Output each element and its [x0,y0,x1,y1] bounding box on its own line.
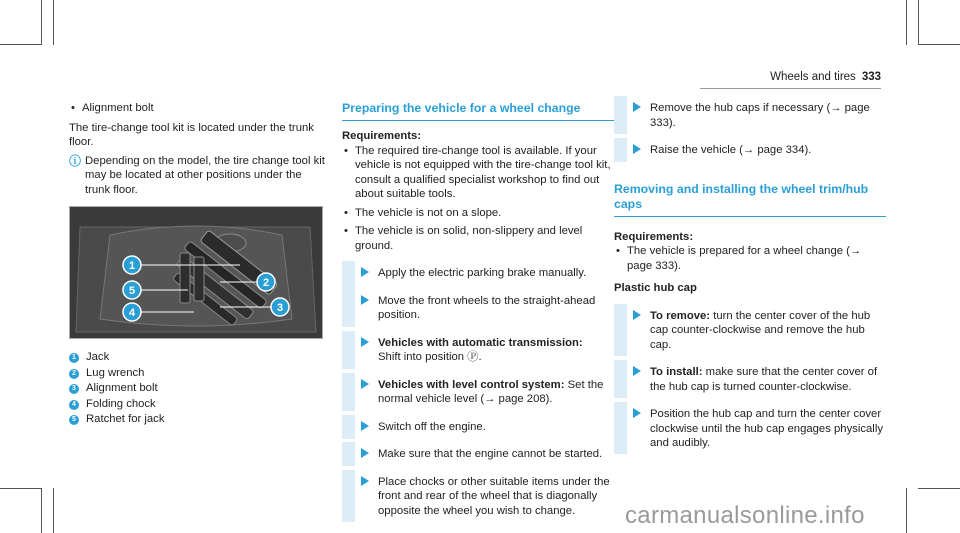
legend-label: Ratchet for jack [86,413,165,426]
svg-text:1: 1 [128,260,136,272]
requirement-item: • The required tire-change tool is available. If your vehicle is not equipped with the tire-change tool kit, consult a qualified specialist workshop to find out about suitable tools. [342,144,620,202]
step-text: Position the hub cap and turn the center cover clockwise until the hub cap engages physically and audibly. [650,408,883,449]
crop-mark [41,0,42,45]
step-arrow-icon [361,295,369,305]
svg-text:4: 4 [128,307,136,319]
step-item [614,407,886,451]
requirement-item: • The vehicle is on solid, non-slippery and level ground. [342,224,620,253]
requirements-label: Requirements: [614,230,694,243]
legend-number: 4 [69,400,79,410]
step-text: Raise the vehicle (→ page 334). [650,144,812,156]
info-icon: ⓘ [69,153,82,168]
step-arrow-icon [633,366,641,376]
step-bar [342,415,355,439]
left-column [69,101,329,197]
legend-list [69,350,164,428]
step-arrow-icon [361,476,369,486]
step-item [342,378,620,407]
crop-mark [41,488,42,533]
step-bar [614,360,627,398]
step-bar [614,304,627,356]
legend-label: Lug wrench [86,366,145,379]
heading-rule [614,216,886,217]
step-arrow-icon [633,408,641,418]
legend-item [69,350,164,366]
step-label: Vehicles with level control system: [378,378,565,391]
legend-item [69,366,164,382]
step-bar [342,470,355,522]
step-arrow-icon [361,448,369,458]
crop-mark [53,0,54,45]
step-label: Vehicles with automatic transmission: [378,336,583,349]
step-bar [342,289,355,327]
step-item [342,475,620,519]
crop-mark [918,0,919,45]
callout-4 [123,303,141,321]
crop-mark [906,488,907,533]
step-arrow-icon [633,102,641,112]
location-text: The tire-change tool kit is located under the trunk floor. [69,121,314,148]
step-text: Shift into position Ⓟ. [378,351,482,363]
step-text: Set the normal vehicle level (→ page 208). [378,378,604,405]
step-item [342,336,620,365]
note-text: Depending on the model, the tire change tool kit may be located at other positions under the trunk floor. [85,154,325,196]
step-label: To install: [650,366,703,378]
crop-mark [53,488,54,533]
step-text: Apply the electric parking brake manually. [378,267,587,279]
step-item [614,365,886,394]
legend-item [69,381,164,397]
requirement-item: • The vehicle is prepared for a wheel change (→ page 333). [614,244,886,273]
page-header [770,71,881,83]
crop-mark [906,0,907,45]
section-heading: Removing and installing the wheel trim/hub caps [614,181,869,211]
step-bar [342,331,355,369]
step-bar [342,442,355,466]
watermark: carmanualsonline.info [625,502,865,529]
legend-number: 2 [69,369,79,379]
step-bar [342,373,355,411]
callout-1 [123,256,141,274]
step-arrow-icon [361,267,369,277]
crop-mark [0,44,42,45]
step-text: make sure that the center cover of the hub cap is turned counter-clockwise. [650,366,878,393]
step-item [342,266,620,281]
svg-text:5: 5 [128,285,136,297]
right-column [614,101,886,451]
step-item [614,101,886,130]
step-text: Move the front wheels to the straight-ahead position. [378,294,596,321]
header-divider [700,88,881,89]
step-item [342,447,620,462]
step-text: Place chocks or other suitable items under the front and rear of the wheel that is diagonally opposite the wheel you wish to change. [378,475,610,517]
crop-mark [0,488,42,489]
middle-column [342,101,620,518]
heading-rule [342,120,620,121]
legend-item [69,397,164,413]
legend-label: Alignment bolt [86,382,158,395]
step-text: Remove the hub caps if necessary (→ page 333). [650,102,870,129]
step-item [614,143,886,158]
legend-number: 5 [69,415,79,425]
step-bar [614,402,627,454]
callout-5 [123,281,141,299]
bullet-item: • Alignment bolt [69,101,329,116]
step-item [342,294,620,323]
step-bar [614,96,627,134]
section-title: Wheels and tires [770,71,856,83]
legend-number: 1 [69,353,79,363]
requirement-item: • The vehicle is not on a slope. [342,206,620,221]
trunk-toolkit-illustration [69,206,323,339]
legend-label: Jack [86,351,110,363]
step-item [342,420,620,435]
step-item [614,309,886,353]
legend-item [69,412,164,428]
svg-text:3: 3 [276,302,284,314]
callout-2 [257,273,275,291]
step-text: Switch off the engine. [378,420,486,433]
callout-3 [271,298,289,316]
page-number: 333 [861,71,881,83]
step-arrow-icon [633,144,641,154]
step-arrow-icon [633,310,641,320]
crop-mark [918,44,960,45]
step-arrow-icon [361,379,369,389]
info-note [69,154,329,198]
legend-label: Folding chock [86,397,156,410]
step-arrow-icon [361,421,369,431]
section-heading: Preparing the vehicle for a wheel change [342,101,581,115]
svg-text:2: 2 [262,277,270,289]
legend-number: 3 [69,384,79,394]
requirements-label: Requirements: [342,130,422,142]
step-text: turn the center cover of the hub cap counter-clockwise and remove the hub cap. [650,309,871,351]
step-label: To remove: [650,309,711,322]
crop-mark [918,488,960,489]
step-text: Make sure that the engine cannot be started. [378,448,603,460]
subheading: Plastic hub cap [614,282,697,294]
step-bar [614,138,627,162]
step-arrow-icon [361,337,369,347]
toolkit-image [70,207,322,338]
